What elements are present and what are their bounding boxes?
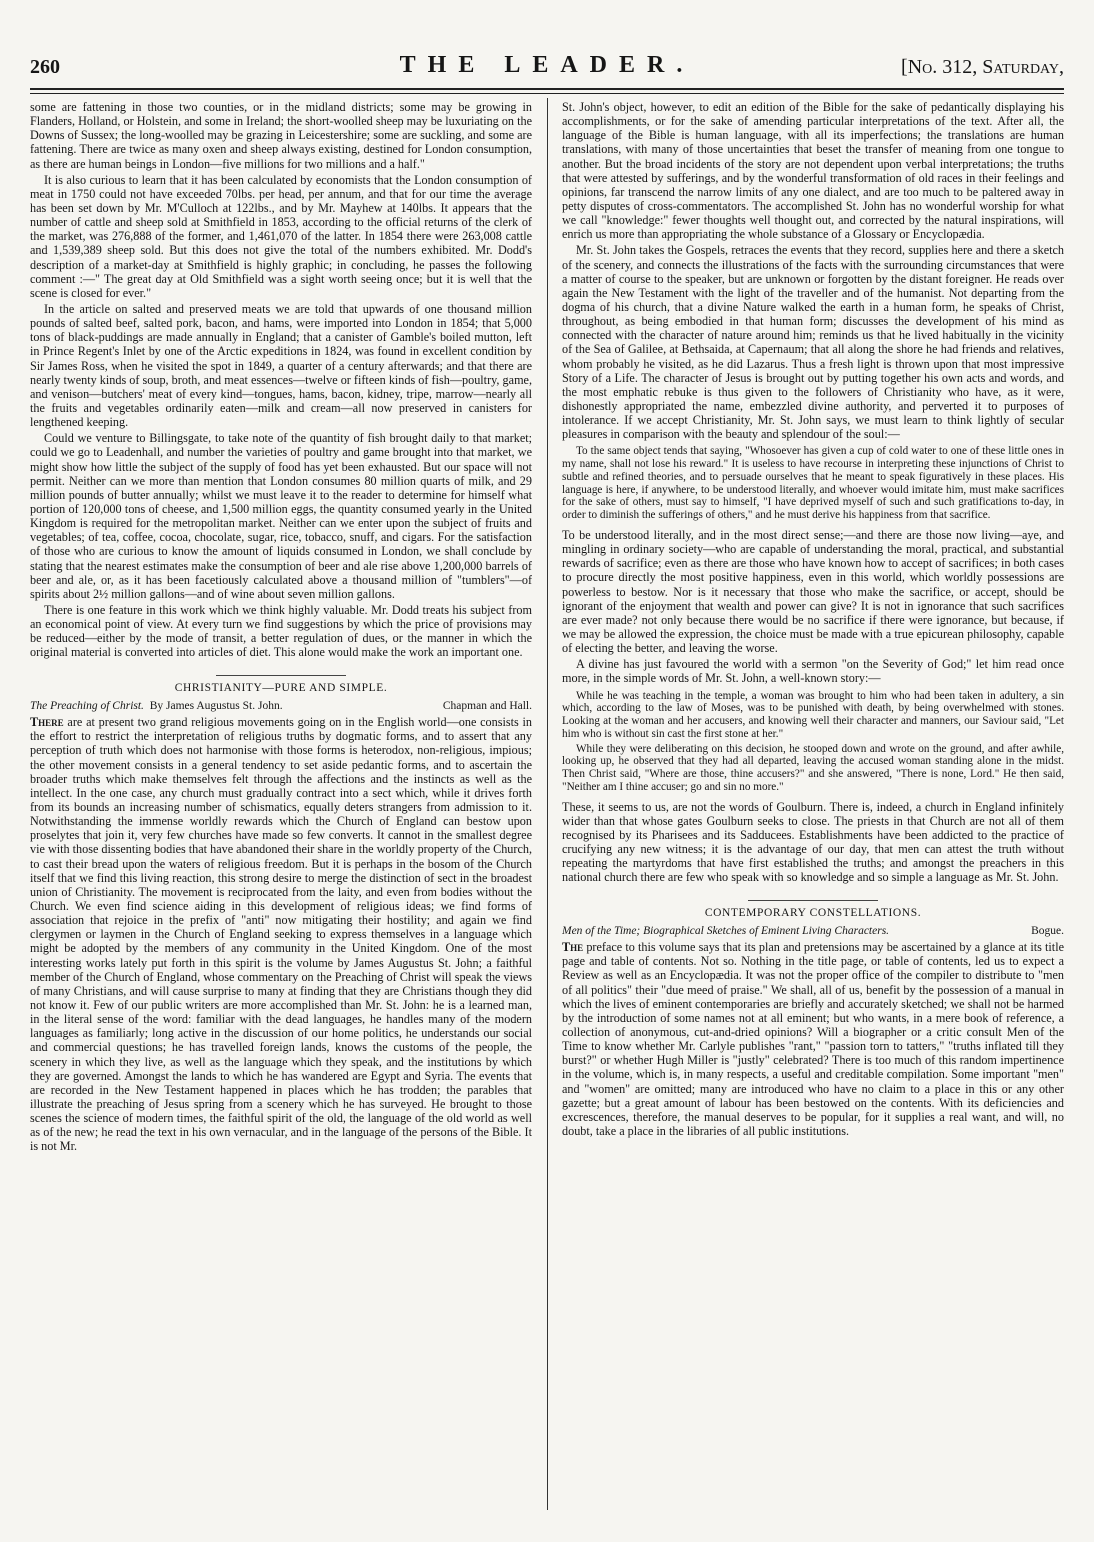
book-publisher: Bogue. bbox=[1031, 924, 1064, 937]
paragraph: It is also curious to learn that it has been calculated by economists that the London consumption of meat in 1750 could not have exceeded 70lbs. per head, per annum, and that for our time the average has been set down by Mr. M'Culloch at 122lbs., and by Mr. Mayhew at 140lbs. It appears that the number of cattle and sheep sold at Smithfield in 1853, according to the official returns of the clerk of the market, was 276,888 of the former, and 1,461,070 of the latter. In 1854 there were 263,008 cattle and 1,539,389 sheep sold. But this does not give the total of the numbers exhibited. Mr. Dodd's description of a market-day at Smithfield is highly graphic; in concluding, he passes the following comment :—" The great day at Old Smithfield was a sight worth seeing once; but it is well that the scene is closed for ever." bbox=[30, 172, 532, 300]
block-quote: While he was teaching in the temple, a woman was brought to him who had been taken in adultery, a sin which, according to the law of Moses, was to be punished with death, by being overwhelmed with stones. Looking at the woman and her accusers, and knowing well their character and manners, our Saviour said, "Let him who is without sin cast the first stone at her." bbox=[562, 689, 1064, 740]
block-quote: While they were deliberating on this decision, he stooped down and wrote on the ground, and after awhile, looking up, he observed that they had all departed, leaving the accused woman standing alone in the midst. Then Christ said, "Where are those, thine accusers?" and she answered, "There is none, Lord." He then said, "Neither am I thine accuser; go and sin no more." bbox=[562, 742, 1064, 793]
book-title: The Preaching of Christ. bbox=[30, 699, 144, 712]
book-publisher: Chapman and Hall. bbox=[442, 699, 532, 712]
paragraph bbox=[30, 715, 532, 1153]
paragraph: Could we venture to Billingsgate, to take note of the quantity of fish brought daily to that market; could we go to Leadenhall, and number the varieties of poultry and game brought into that market, we might show how little the subject of the supply of food has yet been exhausted. But our space will not permit. Neither can we more than mention that London consumes 80 million quarts of milk, and 29 million pounds of butter annually; whilst we must leave it to the reader to determine for himself what portion of 120,000 tons of cheese, and 1,500 million eggs, the quantity consumed yearly in the United Kingdom is required for the metropolitan market. Neither can we enter upon the subject of fruits and vegetables; of tea, coffee, cocoa, chocolate, sugar, rice, tobacco, snuff, and cigars. For the satisfaction of those who are curious to know the amount of liquids consumed in London, we shall conclude by stating that the nearest estimates make the consumption of beer and ale rise above 1,200,000 barrels of beer and ale, or, as it has been facetiously calculated above a thousand million of "tumblers"—of spirits about 2½ million gallons—and of wine about seven million gallons. bbox=[30, 431, 532, 601]
paragraph-text: are at present two grand religious movements going on in the English world—one consists in the effort to restrict the interpretation of religious truths by dogmatic forms, and to assert that any perception of truth which does not harmonise with those forms is heterodox, non-religious, impious; the other movement consists in a general tendency to set aside pedantic forms, and to ascertain the broader truths which make themselves felt through the affections and the instincts as well as the intellect. In the one case, any church must gradually contract into a sect which, while it drives forth from its bounds an increasing number of schismatics, equally deters strangers from admission to it. Notwithstanding the immense worldly rewards which the Church of England can bestow upon proselytes that join it, very few churches have made so few converts. It cannot in the smallest degree vie with those dissenting bodies that have abandoned their share in the worldly property of the Church, to cast their bread upon the waters of religious freedom. But it is perhaps in the bosom of the Church itself that we find this living reaction, this strong desire to merge the distinction of sect in the broadest union of Christianity. The movement is reciprocated from the laity, and even from bodies without the Church. We even find science aiding in this development of religious ideas; we find forms of association that rejoice in the prefix of "anti" now mitigating their hostility; and again we find clergymen or laymen in the Church of England seeking to express themselves in a language which might be adopted by the members of any community in the United Kingdom. One of the most interesting works lately put forth in this spirit is the volume by James Augustus St. John; a faithful member of the Church of England, whose commentary on the Preaching of Christ will speak the views of many Christians, and will cause surprise to many at finding that they are Christians though they did not know it. Few of our public writers are more accomplished than Mr. St. John: he is a learned man, in the literal sense of the word: familiar with the dead languages, he handles many of the modern languages as familiarly; long active in the discussion of our home politics, he understands our social and commercial questions; he has travelled foreign lands, knows the customs of the people, the scenery in which they live, as well as the language which they speak, and the institutions by which they are governed. Amongst the lands to which he has wandered are Egypt and Syria. The events that are recorded in the New Testament happened in places which he has trodden; the parables that illustrate the preaching of Jesus spring from a scenery which he has surveyed. He brought to those scenes the science of modern times, the faithful spirit of the old, the language of the old world as well as of the new; he read the text in his own vernacular, and in the language of the persons of the Bible. It is not Mr. bbox=[30, 715, 532, 1154]
book-citation bbox=[562, 925, 1064, 938]
paragraph: some are fattening in those two counties, or in the midland districts; some may be growing in Flanders, Holland, or Holstein, and some in Ireland; the short-woolled sheep may be luxuriating on the Downs of Sussex; the long-woolled may be grazing in Leicestershire; some are suckling, and some are fattening. There are twice as many oxen and sheep always existing, destined for London consumption, as there are human beings in London—five millions for two millions and a half." bbox=[30, 100, 532, 171]
paragraph: There is one feature in this work which we think highly valuable. Mr. Dodd treats his subject from an economical point of view. At every turn we find suggestions by which the price of provisions may be reduced—either by the mode of transit, a better regulation of dues, or the manner in which the original material is converted into articles of diet. This alone would make the work an important one. bbox=[30, 602, 532, 660]
lead-word: There bbox=[30, 715, 64, 730]
page-number: 260 bbox=[30, 56, 60, 78]
lead-word: The bbox=[562, 940, 584, 955]
paragraph bbox=[562, 940, 1064, 1138]
paragraph-text: preface to this volume says that its plan and pretensions may be ascertained by a glance at its title page and table of contents. Not so. Nothing in the title page, or table of contents, led us to expect a Review as well as an Encyclopædia. It was not the proper office of the compiler to distribute to "men of all politics" their "due meed of praise." We shall, all of us, benefit by the possession of a manual in which the lives of eminent contemporaries are briefly and accurately sketched; we shall not be harmed by the introduction of some names not at all eminent; but who wants, in a mere book of reference, a collection of anonymous, cut-and-dried opinions? Will a biographer or a critic consult Men of the Time to know whether Mr. Carlyle publishes "rant," "passion torn to tatters," "truths inflated till they burst?" or whether Hugh Miller is "justly" celebrated? There is too much of this random impertinence in the volume, which is, in many respects, a useful and creditable compilation. Some important "men" and "women" are omitted; many are introduced who have no claim to a place in this or any other gazette; but a great amount of labour has been bestowed on the contents. With its deficiencies and excrescences, therefore, the manual deserves to be popular, for it supplies a real want, and will, no doubt, take a place in the libraries of all public institutions. bbox=[562, 940, 1064, 1138]
book-citation bbox=[30, 700, 532, 713]
page-header bbox=[30, 48, 1064, 90]
paragraph: St. John's object, however, to edit an edition of the Bible for the sake of pedantically displaying his accomplishments, or for the sake of amending particular interpretations of the text. After all, the language of the Bible is human language, with all its imperfections; the translations are human translations, with many of those uncertainties that beset the transfer of meaning from one tongue to another. But the broad incidents of the story are not dependent upon verbal interpretations; the truths that were attested by sufferings, and by the wonderful transformation of old races in their feelings and opinions, far transcend the narrow limits of any one dialect, and are too much to be paltered away in petty disputes of cross-commentators. The accomplished St. John has no wonderful worship for what we call "knowledge:" fewer thoughts well thought out, and corrected by the natural inspirations, will enrich us more than appropriating the whole substance of a Glossary or Encyclopædia. bbox=[562, 100, 1064, 242]
section-heading-constellations: CONTEMPORARY CONSTELLATIONS. bbox=[562, 900, 1064, 920]
column-divider bbox=[547, 98, 548, 1510]
issue-label: [No. 312, Saturday, bbox=[901, 56, 1064, 78]
book-author: By James Augustus St. John. bbox=[149, 699, 283, 712]
paragraph: Mr. St. John takes the Gospels, retraces the events that they record, supplies here and there a sketch of the scenery, and connects the illustrations of the facts with the surrounding circumstances that were a matter of course to the speaker, but are unknown or forgotten by the distant foreigner. He reads over again the New Testament with the light of the traveller and of the humanist. Not departing from the dogma of his church, that a divine Nature walked the earth in a human form, he speaks of Christ, throughout, as being embodied in that human form; discusses the development of his mind as connected with the character of nature around him; reminds us that he lived habitually in the vicinity of the Sea of Galilee, at Bethsaida, at Capernaum; that all along the shore he had friends and relatives, whom probably he visited, as he did Lazarus. Thus a fresh light is thrown upon that most impressive Story of a Life. The character of Jesus is brought out by putting together his own acts and words, and the most emphatic rebuke is thus given to the followers of Christianity who have, as it were, dishonestly appropriated the name, embezzled divine authority, and perverted it to purposes of intolerance. If we accept Christianity, Mr. St. John says, we must learn to think lightly of secular pleasures in comparison with the beauty and splendour of the soul:— bbox=[562, 243, 1064, 442]
block-quote: To the same object tends that saying, "Whosoever has given a cup of cold water to one of these little ones in my name, shall not lose his reward." It is useless to have recourse in interpreting these injunctions of Christ to subtle and refined theories, and to persuade ourselves that he meant to speak figuratively in these places. His language is here, if anywhere, to be understood literally, and whoever would imitate him, must make sacrifices for the sake of others, must say to himself, "I have deprived myself of such and such gratifications to-day, in order to diminish the sufferings of others," and he must derive his happiness from that sacrifice. bbox=[562, 445, 1064, 522]
paragraph: These, it seems to us, are not the words of Goulburn. There is, indeed, a church in England infinitely wider than that whose gates Goulburn seeks to close. The priests in that Church are not all of them recognised by its Pharisees and its Sadducees. Establishments have been addicted to the practice of crucifying any new witness; it is the advantage of our day, that men can attest the truth without repeating the martyrdoms that have first established the truths; and amongst the preachers in this national church there are few who speak with so knowledge and so simple a language as Mr. St. John. bbox=[562, 799, 1064, 885]
section-heading-christianity: CHRISTIANITY—PURE AND SIMPLE. bbox=[30, 675, 532, 695]
right-column bbox=[562, 100, 1064, 1512]
paragraph: In the article on salted and preserved meats we are told that upwards of one thousand million pounds of salted beef, salted pork, bacon, and hams, were imported into London in 1854; that 5,000 tons of black-puddings are made annually in England; that a canister of Gamble's boiled mutton, left in Prince Regent's Inlet by one of the Arctic expeditions in 1824, was found in excellent condition by Sir James Ross, when he visited the spot in 1849, a quarter of a century afterwards; and that there are nearly twenty kinds of soup, broth, and meat essences—twelve or fifteen kinds of fish—poultry, game, and venison—butchers' meat of every kind—tongues, hams, bacon, kidney, tripe, marrow—nearly all the fruits and vegetables ordinarily eaten—milk and cream—all now preserved in canisters for lengthened keeping. bbox=[30, 301, 532, 430]
paragraph: To be understood literally, and in the most direct sense;—and there are those now living—aye, and mingling in ordinary society—who are capable of understanding the moral, practical, and substantial rewards of sacrifice; even as there are those who have known how to accept of sacrifices; in both cases to procure directly the most positive happiness, even in this world, which worldly possessions are powerless to bestow. Nor is it necessary that those who make the sacrifice, or accept, should be ignorant of the enjoyment that wealth and power can give? It is not in ignorance that such sacrifices are ever made? not only because there would be no sacrifice if there were ignorance, but because, if we may be allowed the expression, the choice must be made with a true epicurean philosophy, capable of electing the better, and leaving the worse. bbox=[562, 527, 1064, 656]
header-rule bbox=[30, 93, 1064, 94]
paragraph: A divine has just favoured the world with a sermon "on the Severity of God;" let him read once more, in the simple words of Mr. St. John, a well-known story:— bbox=[562, 657, 1064, 686]
book-title: Men of the Time; Biographical Sketches of Eminent Living Characters. bbox=[562, 924, 890, 937]
masthead-title: THE LEADER. bbox=[399, 52, 695, 78]
left-column bbox=[30, 100, 532, 1512]
